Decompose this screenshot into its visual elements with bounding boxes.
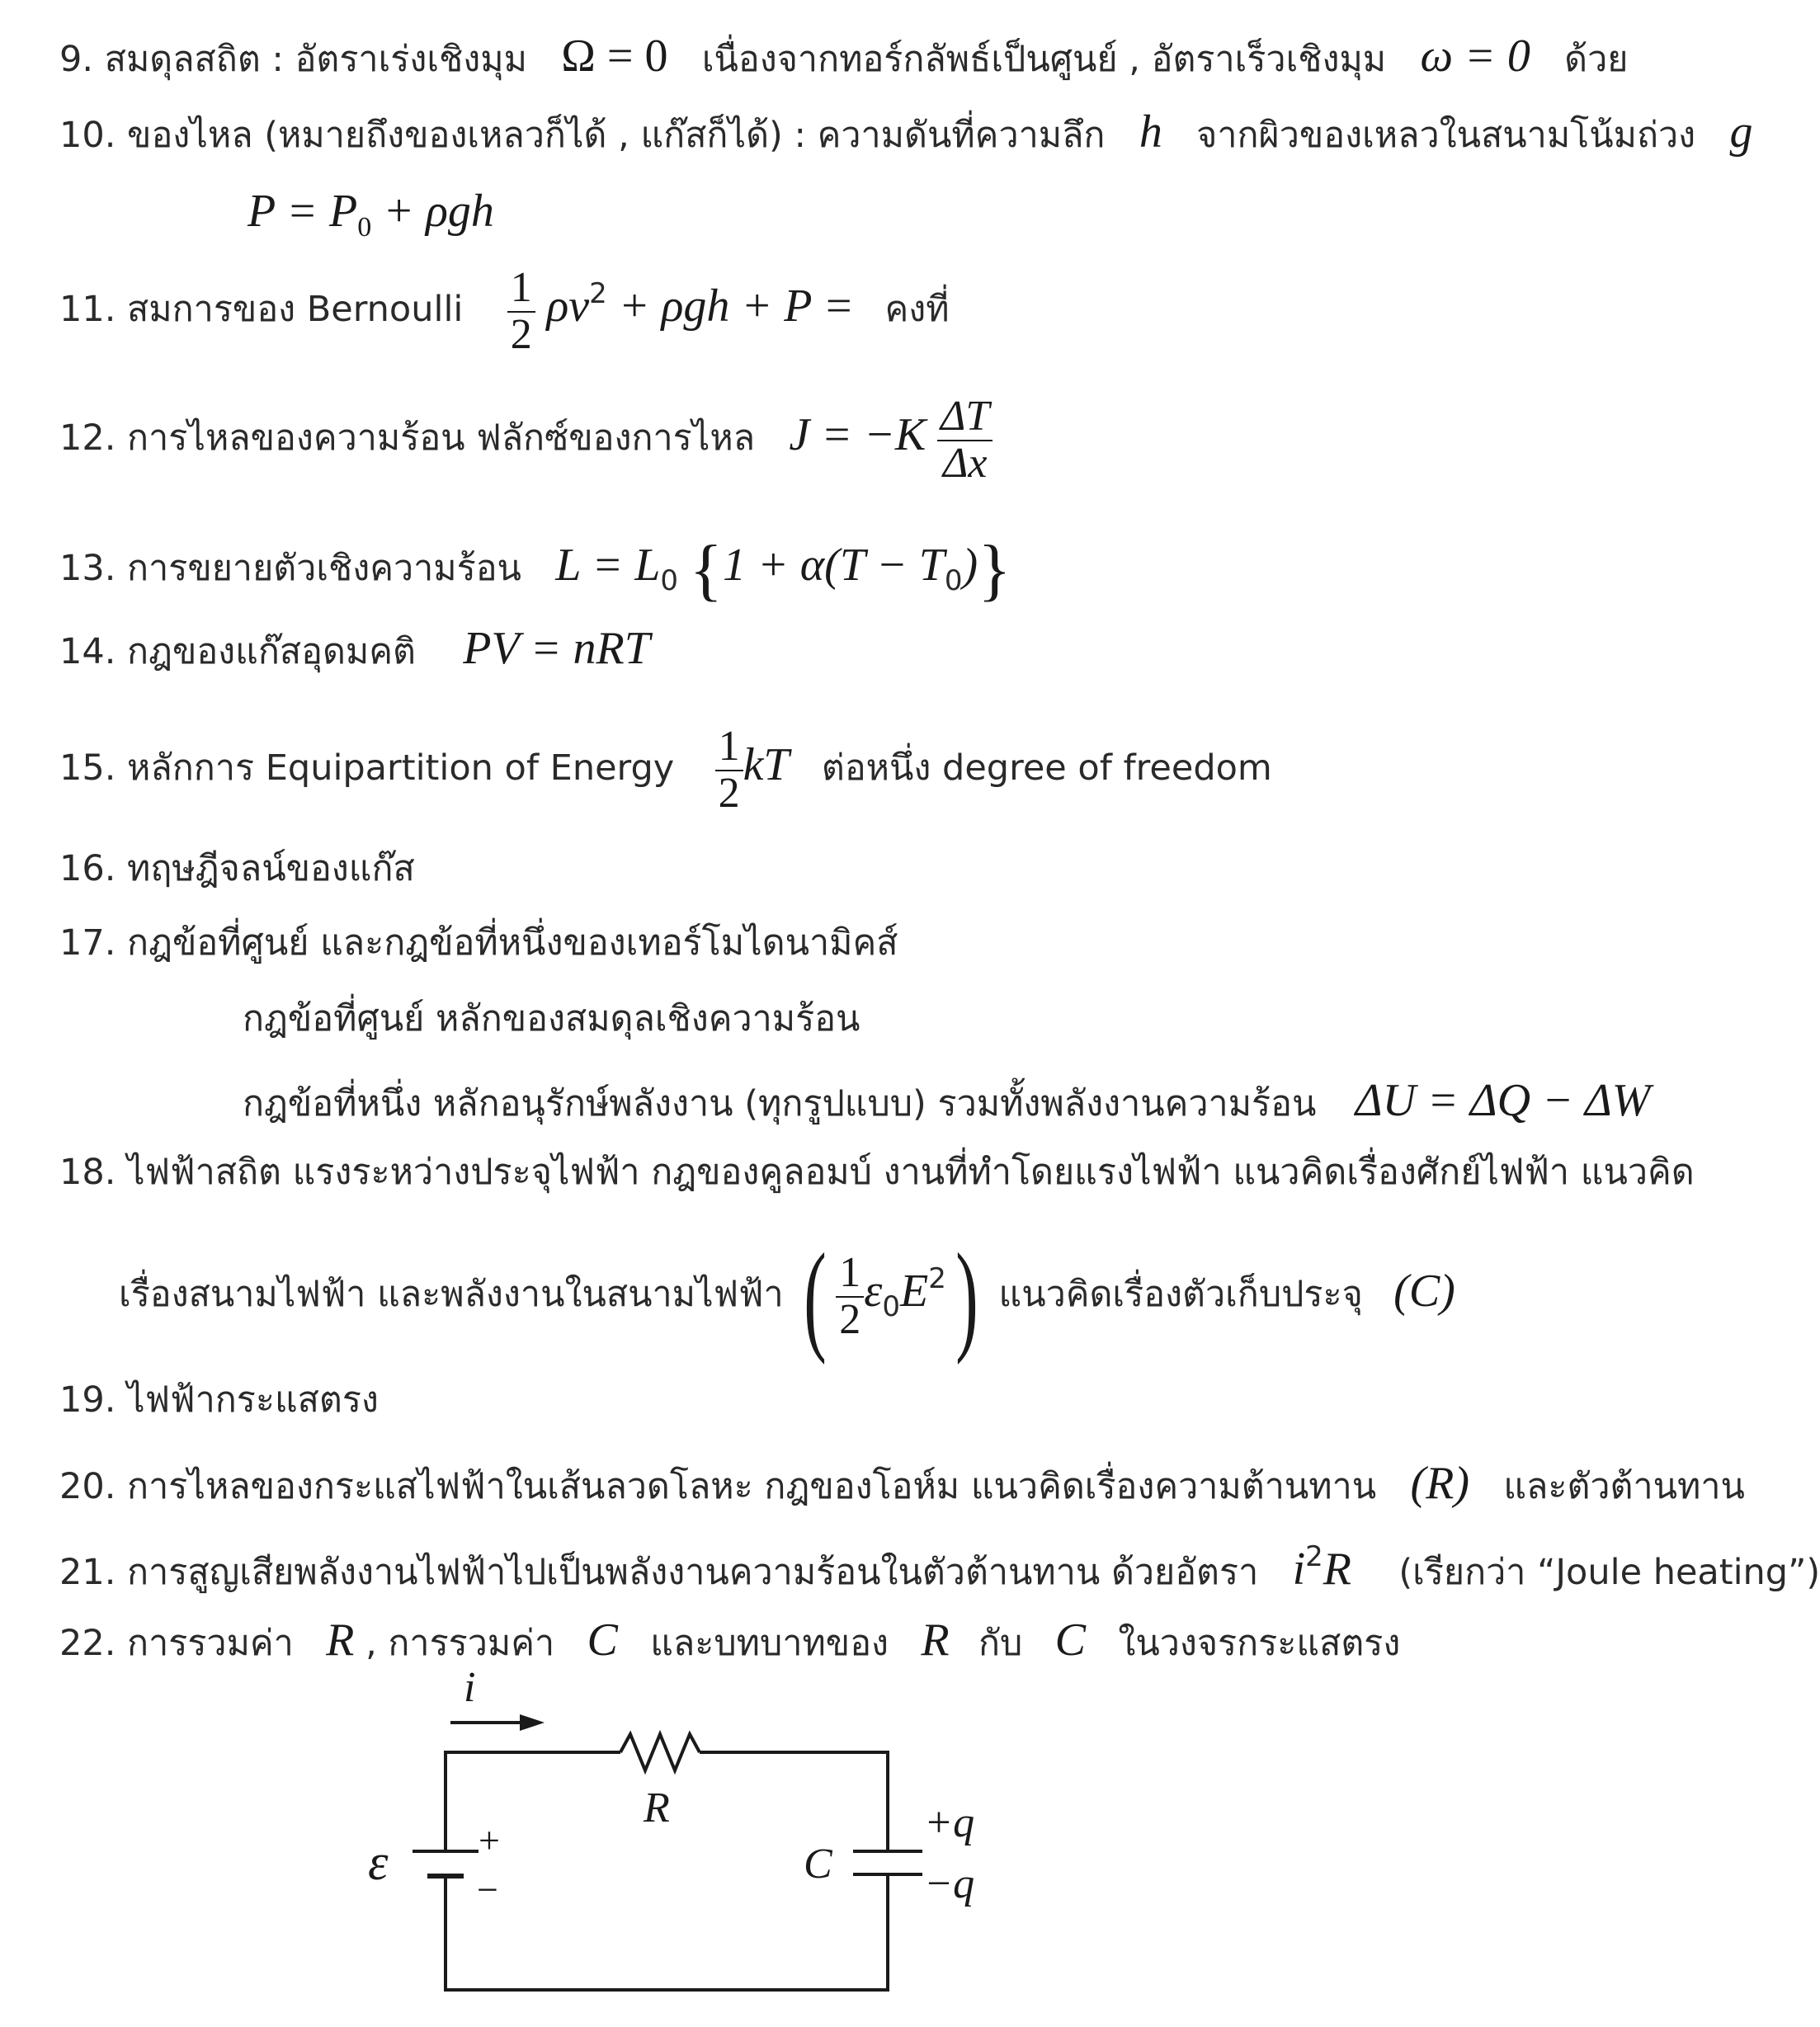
- item-18-num: 1: [836, 1251, 864, 1298]
- item-21-eq-b: R: [1323, 1544, 1351, 1595]
- left-paren: (: [804, 1228, 827, 1365]
- item-15-eq: kT: [743, 739, 790, 791]
- item-17-eq: ΔU = ΔQ − ΔW: [1355, 1075, 1651, 1126]
- capacitor-label: C: [804, 1841, 832, 1888]
- item-18-den: 2: [839, 1295, 861, 1343]
- charge-positive-label: +q: [924, 1799, 975, 1846]
- item-11-eq-a: ρv: [546, 280, 590, 332]
- item-17-sub-b: กฎข้อที่หนึ่ง หลักอนุรักษ์พลังงาน (ทุกรูปแบบ) รวมทั้งพลังงานความร้อน: [243, 1083, 1317, 1124]
- emf-label: ε: [368, 1835, 389, 1891]
- current-arrow-head-icon: [520, 1714, 545, 1731]
- item-18-eq-c: (C): [1393, 1266, 1455, 1317]
- item-18-eq-sub: 0: [882, 1290, 900, 1323]
- item-9-text-a: 9. สมดุลสถิต : อัตราเร่งเชิงมุม: [59, 39, 527, 80]
- item-13-eq-sub: 0: [660, 564, 678, 597]
- item-11-tail: คงที่: [884, 289, 950, 331]
- resistor-zigzag: [620, 1734, 700, 1770]
- right-paren: ): [955, 1228, 978, 1365]
- item-12-den: Δx: [942, 439, 988, 487]
- circuit-top-wire-right: [700, 1752, 888, 1851]
- item-15-num: 1: [715, 724, 743, 771]
- item-11-text: 11. สมการของ Bernoulli: [59, 289, 464, 331]
- item-9-eq-b: ω = 0: [1420, 31, 1530, 82]
- item-12-num: ΔT: [937, 394, 993, 441]
- item-15-den: 2: [718, 769, 740, 817]
- item-19-text: 19. ไฟฟ้ากระแสตรง: [59, 1379, 379, 1421]
- item-17-text: 17. กฎข้อที่ศูนย์ และกฎข้อที่หนึ่งของเทอร์โมไดนามิคส์: [59, 922, 898, 964]
- item-9-text-c: ด้วย: [1564, 39, 1629, 80]
- item-20-text-b: และตัวต้านทาน: [1503, 1466, 1745, 1507]
- item-11-den: 2: [510, 310, 532, 358]
- item-9-text-b: เนื่องจากทอร์กลัพธ์เป็นศูนย์ , อัตราเร็วเชิงมุม: [701, 39, 1387, 80]
- circuit-right-wire-bottom: [446, 1874, 888, 1990]
- item-15-text-b: ต่อหนึ่ง degree of freedom: [821, 747, 1272, 790]
- item-13-eq-a: L = L: [555, 540, 661, 591]
- item-14-eq: PV = nRT: [463, 623, 650, 674]
- item-18-eq-sup: 2: [928, 1262, 946, 1295]
- item-18-eq-a: ε: [864, 1266, 883, 1317]
- item-22-eq-r2: R: [921, 1615, 950, 1666]
- item-13-text: 13. การขยายตัวเชิงความร้อน: [59, 548, 521, 589]
- charge-negative-label: −q: [924, 1860, 975, 1907]
- item-10-text-b: จากผิวของเหลวในสนามโน้มถ่วง: [1196, 115, 1696, 156]
- item-10-text-a: 10. ของไหล (หมายถึงของเหลวก็ได้ , แก๊สก็ได้) : ความดันที่ความลึก: [59, 115, 1106, 156]
- item-15-text-a: 15. หลักการ Equipartition of Energy: [59, 747, 675, 790]
- item-10-eq-p: P = P: [248, 186, 358, 237]
- item-11-num: 1: [507, 266, 535, 313]
- item-20-text-a: 20. การไหลของกระแสไฟฟ้าในเส้นลวดโลหะ กฎของโอห์ม แนวคิดเรื่องความต้านทาน: [59, 1466, 1377, 1507]
- item-22-text-c: และบทบาทของ: [650, 1623, 889, 1664]
- battery-minus-label: −: [477, 1869, 498, 1911]
- item-22-text-e: ในวงจรกระแสตรง: [1118, 1623, 1401, 1664]
- left-brace: {: [689, 531, 723, 609]
- item-13-eq-b: 1 + α(T − T: [723, 540, 945, 591]
- item-22-eq-r: R: [326, 1615, 355, 1666]
- item-22-text-b: , การรวมค่า: [365, 1623, 555, 1664]
- item-22-text-d: กับ: [978, 1623, 1023, 1664]
- item-10-eq-g: g: [1729, 106, 1753, 158]
- item-10-eq-h: h: [1139, 106, 1162, 158]
- item-17-sub-a: กฎข้อที่ศูนย์ หลักของสมดุลเชิงความร้อน: [243, 998, 860, 1039]
- item-11-eq-sup: 2: [589, 277, 607, 311]
- item-18-text-c: แนวคิดเรื่องตัวเก็บประจุ: [998, 1274, 1363, 1315]
- item-21-text-b: (เรียกว่า “Joule heating”): [1398, 1552, 1820, 1593]
- item-18-text-a: 18. ไฟฟ้าสถิต แรงระหว่างประจุไฟฟ้า กฎของคูลอมบ์ งานที่ทำโดยแรงไฟฟ้า แนวคิดเรื่องศักย์ไฟฟ้า แนวคิด: [59, 1152, 1695, 1193]
- item-16-text: 16. ทฤษฎีจลน์ของแก๊ส: [59, 848, 415, 889]
- item-14-text: 14. กฎของแก๊สอุดมคติ: [59, 631, 416, 672]
- item-10-eq-rest: + ρgh: [371, 186, 494, 237]
- item-18-eq-b: E: [900, 1266, 929, 1317]
- item-18-text-b: เรื่องสนามไฟฟ้า และพลังงานในสนามไฟฟ้า: [119, 1274, 784, 1315]
- current-label: i: [464, 1664, 476, 1711]
- item-9-eq-a: Ω = 0: [561, 31, 668, 82]
- item-22-text-a: 22. การรวมค่า: [59, 1623, 294, 1664]
- item-10-eq-sub: 0: [357, 212, 372, 243]
- circuit-top-wire-left: [446, 1752, 620, 1851]
- item-22-eq-c2: C: [1054, 1615, 1086, 1666]
- item-13-eq-c: ): [962, 540, 978, 591]
- item-21-text-a: 21. การสูญเสียพลังงานไฟฟ้าไปเป็นพลังงานความร้อนในตัวต้านทาน ด้วยอัตรา: [59, 1552, 1259, 1593]
- resistor-label: R: [644, 1784, 670, 1831]
- item-21-eq-sup: 2: [1305, 1540, 1323, 1573]
- item-13-eq-sub2: 0: [944, 564, 963, 597]
- item-12-eq: J = −K: [789, 409, 927, 461]
- item-21-eq-a: i: [1292, 1544, 1306, 1595]
- item-12-text: 12. การไหลของความร้อน ฟลักซ์ของการไหล: [59, 417, 756, 460]
- right-brace: }: [978, 531, 1011, 609]
- item-22-eq-c: C: [587, 1615, 618, 1666]
- item-20-eq: (R): [1410, 1458, 1469, 1509]
- item-11-eq-b: + ρgh + P =: [606, 280, 855, 332]
- battery-plus-label: +: [479, 1819, 500, 1861]
